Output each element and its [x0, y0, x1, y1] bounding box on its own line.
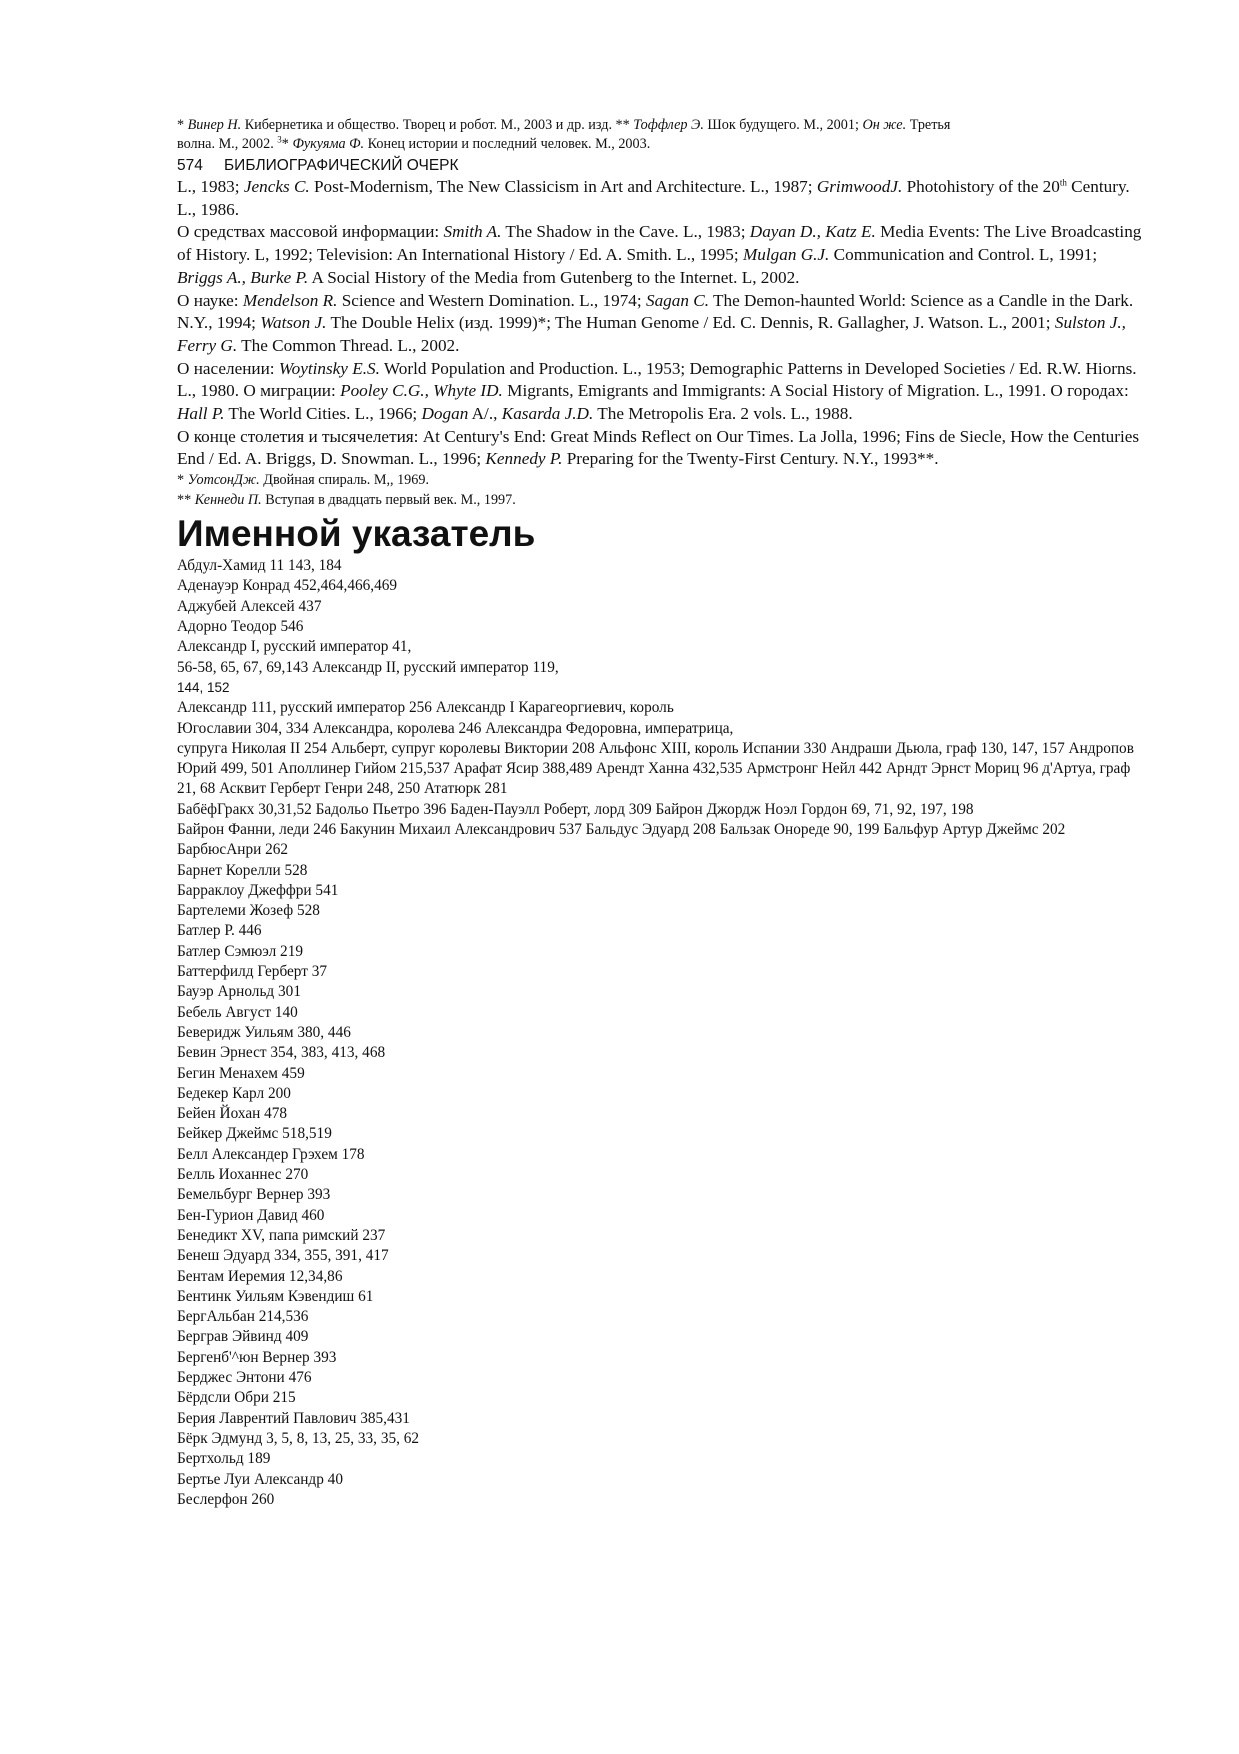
index-entry: 144, 152: [177, 679, 230, 695]
index-entry: Батлер Сэмюэл 219: [177, 942, 303, 960]
index-entry: Бебель Август 140: [177, 1003, 298, 1021]
footnote: * УотсонДж. Двойная спираль. М,, 1969.: [177, 472, 430, 489]
italic-author: Woytinsky E.S.: [278, 358, 380, 378]
italic-author: Briggs A., Burke P.: [177, 267, 309, 287]
italic-author: Винер Н.: [187, 117, 242, 133]
italic-author: Тоффлер Э.: [633, 117, 704, 133]
index-entry: Бёрдсли Обри 215: [177, 1389, 296, 1407]
italic-author: Kennedy P.: [485, 449, 563, 469]
italic-author: Sagan C.: [645, 290, 709, 310]
index-entry: супруга Николая II 254 Альберт, супруг королевы Виктории 208 Альфонс XIII, король Испании 330 Андраши Дьюла, граф 130, 147, 157 Андропов Юрий 499, 501 Аполлинер Гийом 215,537 Арафат Ясир 388,489 Арендт Ханна 432,535 Армстронг Нейл 442 Арндт Эрнст Мориц 96 д'Артуа, граф 21, 68 Асквит Герберт Генри 248, 250 Ататюрк 281: [177, 739, 1134, 798]
index-entry: Бен-Гурион Давид 460: [177, 1206, 325, 1224]
index-entry: Берджес Энтони 476: [177, 1369, 312, 1387]
italic-author: Hall P.: [177, 404, 225, 424]
index-entry: Барраклоу Джеффри 541: [177, 881, 339, 899]
index-entry: Бейкер Джеймс 518,519: [177, 1125, 332, 1143]
bibliography-paragraph: О населении: Woytinsky E.S. World Population and Production. L., 1953; Demographic Patterns in Developed Societies / Ed. R.W. Hiorns. L., 1980. О миграции: Pooley C.G., Whyte ID. Migrants, Emigrants and Immigrants: A Social History of Migration. L., 1991. О городах: Hall P. The World Cities. L., 1966; Dogan A/., Kasarda J.D. The Metropolis Era. 2 vols. L., 1988.: [177, 358, 1137, 424]
bibliography-paragraph: L., 1983; Jencks C. Post-Modernism, The New Classicism in Art and Architecture. L., 1987; GrimwoodJ. Photohistory of the 20th Century. L., 1986.: [177, 177, 1130, 219]
index-entry: Белл Александер Грэхем 178: [177, 1145, 365, 1163]
index-entry: Аджубей Алексей 437: [177, 597, 322, 615]
bibliography-paragraph: О средствах массовой информации: Smith A. The Shadow in the Cave. L., 1983; Dayan D., Katz E. Media Events: The Live Broadcasting of History. L, 1992; Television: An International History / Ed. A. Smith. L., 1995; Mulgan G.J. Communication and Control. L, 1991; Briggs A., Burke P. A Social History of the Media from Gutenberg to the Internet. L, 2002.: [177, 222, 1142, 287]
bibliography-paragraph: О конце столетия и тысячелетия: At Century's End: Great Minds Reflect on Our Times. La Jolla, 1996; Fins de Siecle, How the Centuries End / Ed. A. Briggs, D. Snowman. L., 1996; Kennedy P. Preparing for the Twenty-First Century. N.Y., 1993**.: [177, 426, 1140, 469]
italic-author: Он же.: [862, 117, 907, 133]
italic-author: Dayan D., Katz E.: [749, 222, 876, 242]
index-entry: Бертхольд 189: [177, 1450, 271, 1468]
index-entry: Бенедикт XV, папа римский 237: [177, 1226, 386, 1244]
index-entry: Югославии 304, 334 Александра, королева 246 Александра Федоровна, императрица,: [177, 719, 734, 737]
index-entry: БергАльбан 214,536: [177, 1308, 309, 1326]
italic-author: Pooley C.G., Whyte ID.: [340, 381, 503, 401]
index-entry: Адорно Теодор 546: [177, 618, 304, 636]
index-entry: Беверидж Уильям 380, 446: [177, 1023, 351, 1041]
index-entry: Белль Иоханнес 270: [177, 1166, 309, 1184]
italic-author: Sulston J., Ferry G.: [177, 313, 1126, 355]
italic-author: Mendelson R.: [242, 290, 338, 310]
index-entry: Барнет Корелли 528: [177, 861, 308, 879]
index-entry: Бертье Луи Александр 40: [177, 1470, 343, 1488]
index-entry: Абдул-Хамид 11 143, 184: [177, 557, 342, 575]
section-title: Именной указатель: [177, 513, 536, 555]
running-head-title: БИБЛИОГРАФИЧЕСКИЙ ОЧЕРК: [224, 157, 459, 174]
index-entry: Бентинк Уильям Кэвендиш 61: [177, 1287, 374, 1305]
index-entry: Берия Лаврентий Павлович 385,431: [177, 1409, 410, 1427]
bibliography-paragraph: О науке: Mendelson R. Science and Western Domination. L., 1974; Sagan C. The Demon-haunted World: Science as a Candle in the Dark. N.Y., 1994; Watson J. The Double Helix (изд. 1999)*; The Human Genome / Ed. C. Dennis, R. Gallagher, J. Watson. L., 2001; Sulston J., Ferry G. The Common Thread. L., 2002.: [177, 290, 1134, 355]
footnote: ** Кеннеди П. Вступая в двадцать первый век. М., 1997.: [177, 491, 516, 508]
italic-author: Фукуяма Ф.: [292, 136, 365, 152]
index-entry: Бегин Менахем 459: [177, 1064, 305, 1082]
top-footnote-line: * Винер Н. Кибернетика и общество. Творец и робот. М., 2003 и др. изд. ** Тоффлер Э. Шок будущего. М., 2001; Он же. Третья: [177, 117, 951, 133]
index-entry: БабёфГракх 30,31,52 Бадольо Пьетро 396 Баден-Пауэлл Роберт, лорд 309 Байрон Джордж Ноэл Гордон 69, 71, 92, 197, 198: [177, 800, 974, 818]
running-head: [177, 155, 1147, 176]
italic-author: Watson J.: [260, 313, 327, 333]
index-entry: Бёрк Эдмунд 3, 5, 8, 13, 25, 33, 35, 62: [177, 1429, 420, 1447]
index-entry: Бентам Иеремия 12,34,86: [177, 1267, 343, 1285]
index-entry: Батлер Р. 446: [177, 922, 262, 940]
top-footnote-line: волна. М., 2002. $^3$* Фукуяма Ф. Конец истории и последний человек. М., 2003.: [177, 134, 651, 152]
index-entry: Бейен Йохан 478: [177, 1105, 288, 1123]
index-entry: Аденауэр Конрад 452,464,466,469: [177, 577, 398, 595]
index-entry: Байрон Фанни, леди 246 Бакунин Михаил Александрович 537 Бальдус Эдуард 208 Бальзак Онореде 90, 199 Бальфур Артур Джеймс 202: [177, 821, 1066, 838]
index-entry: Берграв Эйвинд 409: [177, 1328, 309, 1346]
index-entry: Бевин Эрнест 354, 383, 413, 468: [177, 1044, 386, 1062]
italic-author: Кеннеди П.: [194, 491, 262, 508]
index-entry: Бауэр Арнольд 301: [177, 983, 301, 1001]
italic-author: УотсонДж.: [187, 472, 260, 489]
index-entry: Бемельбург Вернер 393: [177, 1186, 331, 1204]
index-entry: Бенеш Эдуард 334, 355, 391, 417: [177, 1247, 389, 1265]
index-entry: Александр I, русский император 41,: [177, 638, 412, 656]
italic-author: Smith A.: [443, 222, 502, 242]
index-entry: БарбюсАнри 262: [177, 841, 289, 859]
index-entry: 56-58, 65, 67, 69,143 Александр II, русский император 119,: [177, 658, 559, 676]
index-entry: Бергенб'^юн Вернер 393: [177, 1348, 337, 1366]
index-entry: Беслерфон 260: [177, 1490, 275, 1508]
index-entry: Баттерфилд Герберт 37: [177, 963, 328, 981]
italic-author: Mulgan G.J.: [742, 245, 830, 265]
italic-author: Kasarda J.D.: [501, 404, 594, 424]
index-entry: Бедекер Карл 200: [177, 1084, 291, 1102]
superscript: 3: [277, 134, 282, 145]
page-number: 574: [177, 157, 203, 174]
italic-author: GrimwoodJ.: [816, 177, 903, 196]
index-entry: Бартелеми Жозеф 528: [177, 902, 320, 920]
italic-author: Dogan: [421, 404, 469, 424]
italic-author: Jencks C.: [243, 177, 310, 196]
name-index-list: [177, 556, 1147, 1510]
superscript: th: [1059, 177, 1067, 188]
index-entry: Александр 111, русский император 256 Александр I Карагеоргиевич, король: [177, 699, 674, 717]
document-page: [177, 116, 1147, 1510]
